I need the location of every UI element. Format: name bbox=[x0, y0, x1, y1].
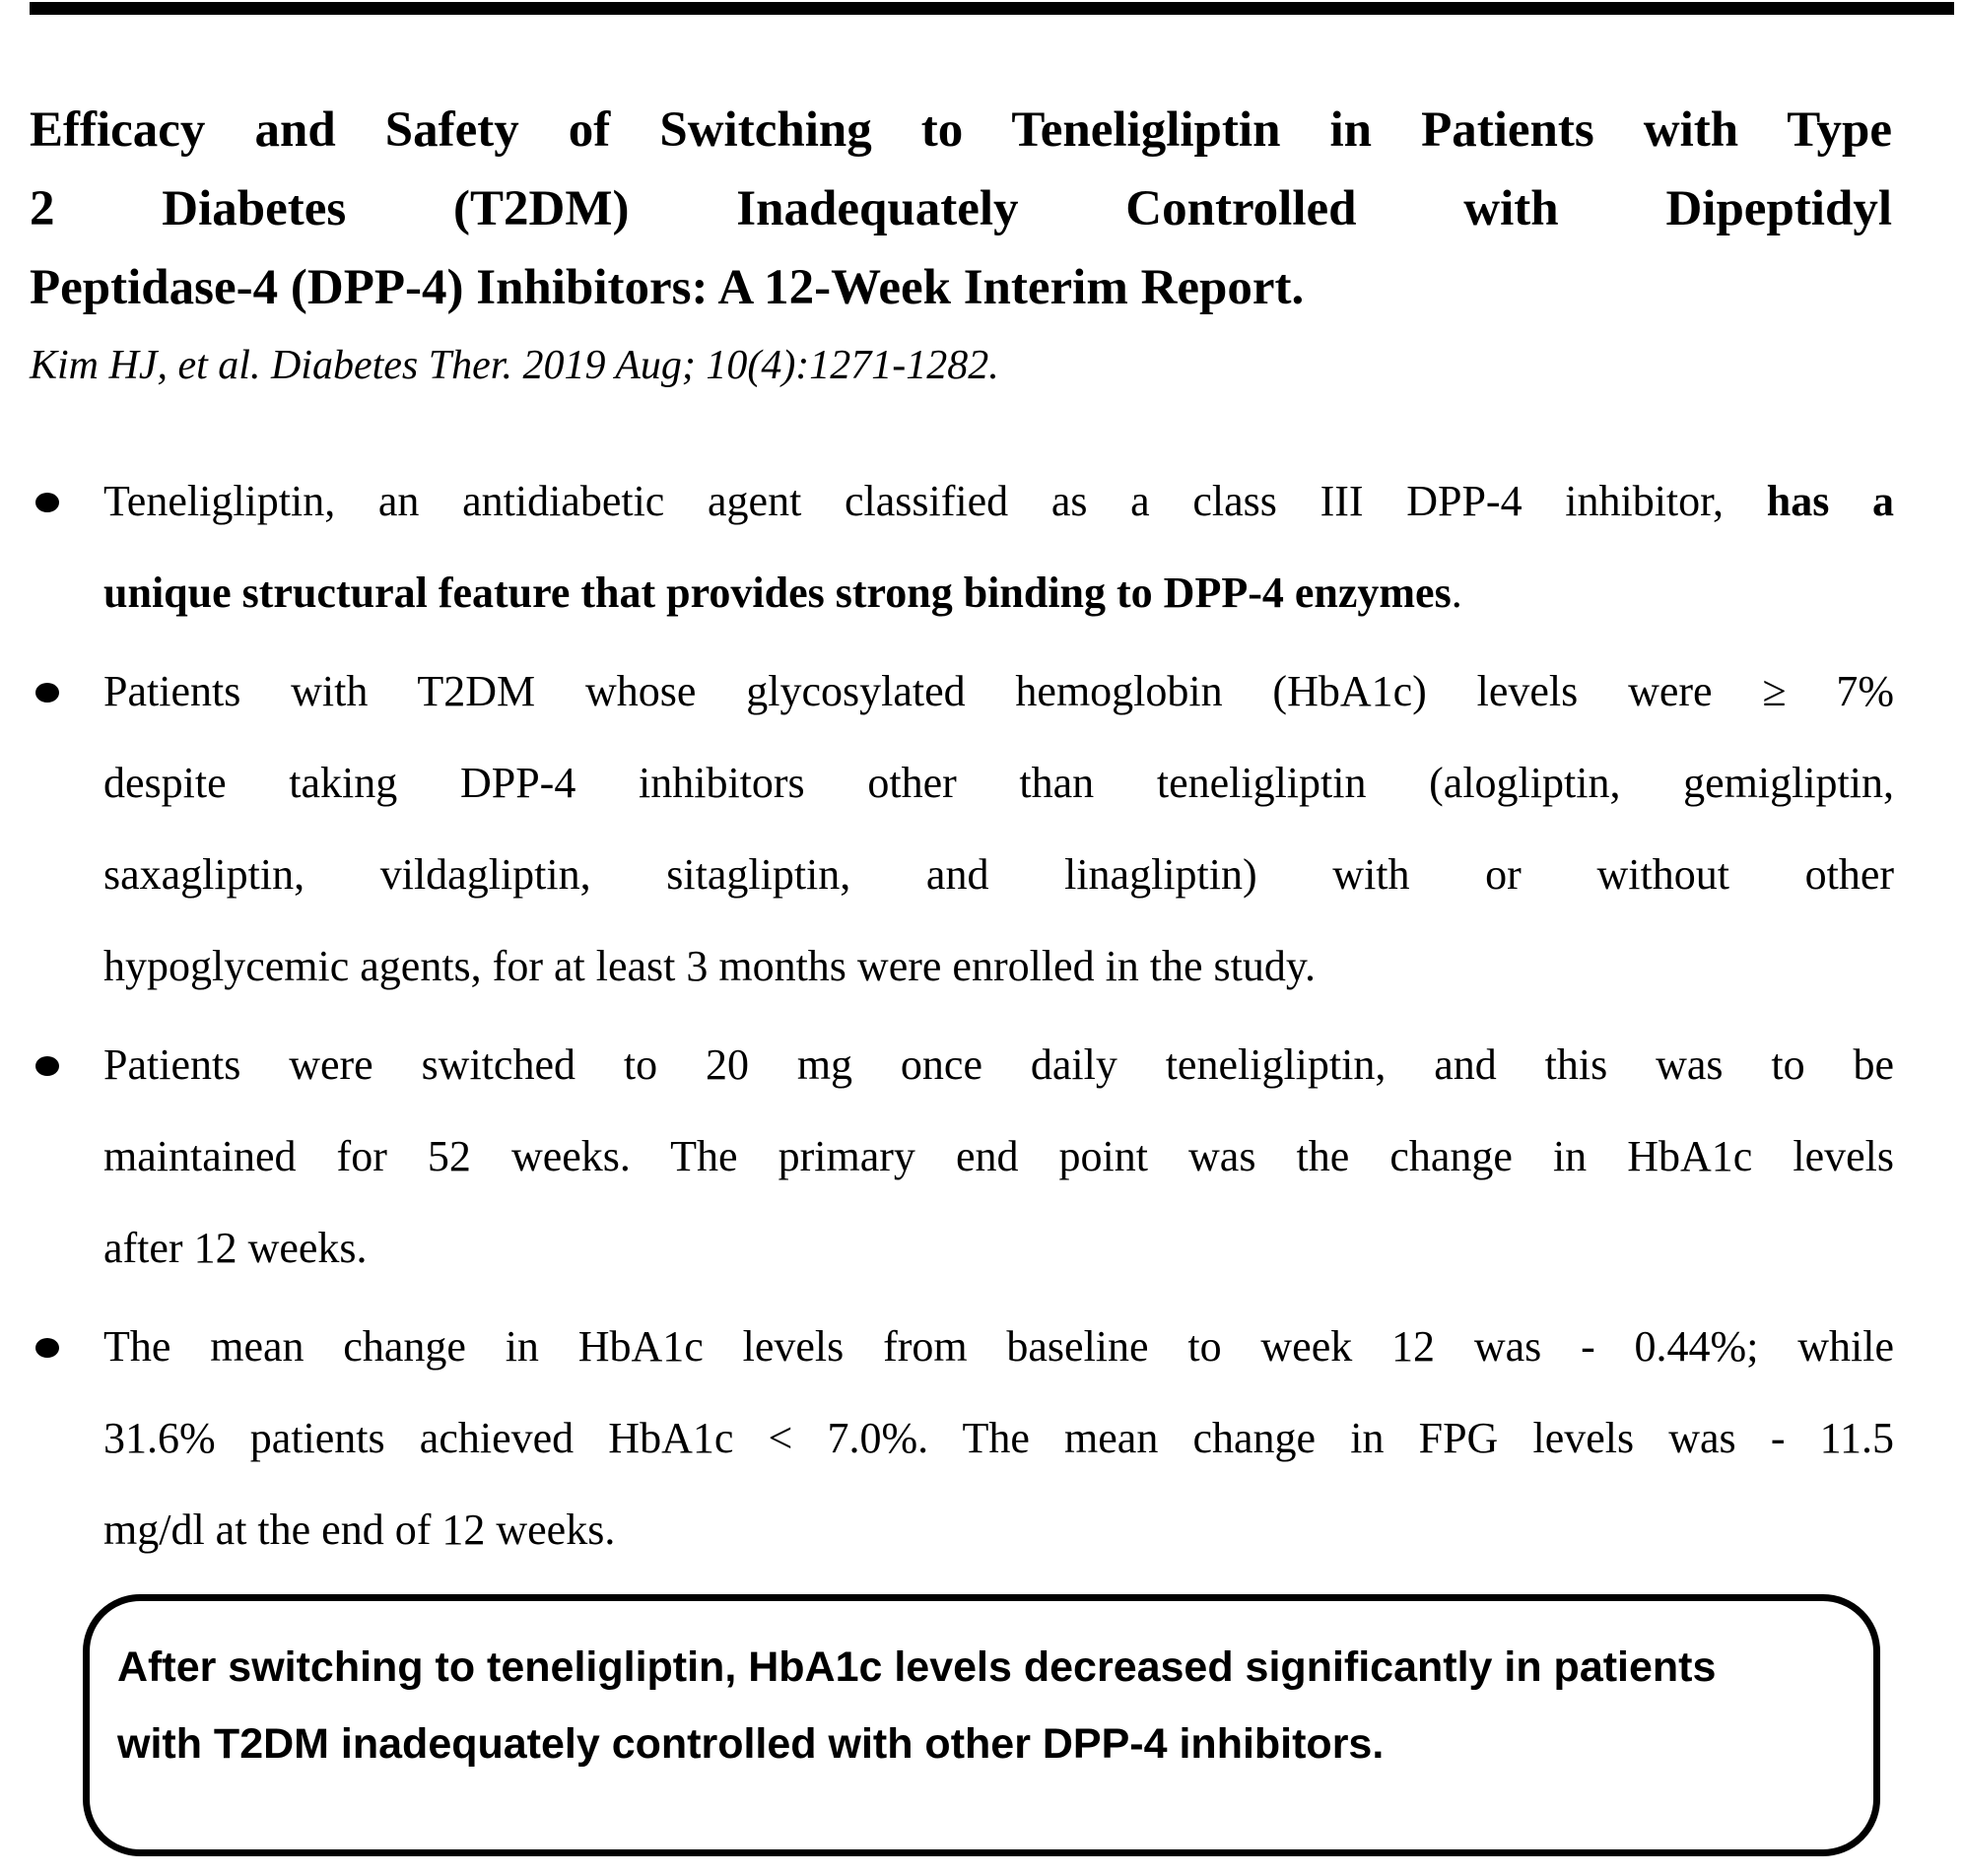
bullet-line bbox=[103, 1019, 1894, 1110]
bullet-list bbox=[30, 455, 1894, 1582]
bullet-line bbox=[103, 1301, 1894, 1392]
bullet-line bbox=[103, 547, 1894, 638]
bullet-text: Teneligliptin, an antidiabetic agent classified as a class III DPP-4 inhibitor, bbox=[103, 477, 1767, 525]
bullet-marker bbox=[35, 1338, 59, 1358]
bullet-marker bbox=[35, 683, 59, 703]
conclusion-box bbox=[83, 1594, 1880, 1856]
bullet-line bbox=[103, 1202, 1894, 1294]
bullet-text: Patients with T2DM whose glycosylated hemoglobin (HbA1c) levels were ≥ 7% bbox=[103, 667, 1894, 715]
bullet-line bbox=[103, 455, 1894, 547]
bullet-item bbox=[30, 455, 1894, 638]
title-line: 2 Diabetes (T2DM) Inadequately Controlled with Dipeptidyl bbox=[30, 181, 1892, 236]
conclusion-line: After switching to teneligliptin, HbA1c levels decreased significantly in patients bbox=[117, 1643, 1717, 1691]
bullet-marker bbox=[35, 1056, 59, 1076]
bullet-text: Patients were switched to 20 mg once daily teneligliptin, and this was to be bbox=[103, 1040, 1894, 1089]
bullet-item bbox=[30, 1301, 1894, 1575]
bullet-text: 31.6% patients achieved HbA1c < 7.0%. The mean change in FPG levels was - 11.5 bbox=[103, 1414, 1894, 1462]
bullet-line bbox=[103, 1392, 1894, 1484]
bullet-line bbox=[103, 1110, 1894, 1202]
bullet-text: mg/dl at the end of 12 weeks. bbox=[103, 1506, 616, 1554]
bullet-text: saxagliptin, vildagliptin, sitagliptin, and linagliptin) with or without other bbox=[103, 850, 1894, 899]
bullet-text: The mean change in HbA1c levels from baseline to week 12 was - 0.44%; while bbox=[103, 1322, 1894, 1371]
bullet-text: hypoglycemic agents, for at least 3 months were enrolled in the study. bbox=[103, 942, 1317, 990]
bullet-text: . bbox=[1451, 569, 1462, 617]
bullet-item bbox=[30, 645, 1894, 1012]
bullet-item bbox=[30, 1019, 1894, 1294]
bullet-text: maintained for 52 weeks. The primary end point was the change in HbA1c levels bbox=[103, 1132, 1894, 1180]
bullet-line bbox=[103, 920, 1894, 1012]
bullet-line bbox=[103, 737, 1894, 829]
title-line: Peptidase-4 (DPP-4) Inhibitors: A 12-Week Interim Report. bbox=[30, 260, 1305, 315]
bullet-text-bold: unique structural feature that provides strong binding to DPP-4 enzymes bbox=[103, 569, 1452, 617]
bullet-marker bbox=[35, 493, 59, 512]
bullet-line bbox=[103, 1484, 1894, 1575]
title-line: Efficacy and Safety of Switching to Teneligliptin in Patients with Type bbox=[30, 102, 1892, 158]
bullet-text: despite taking DPP-4 inhibitors other than teneligliptin (alogliptin, gemigliptin, bbox=[103, 759, 1894, 807]
bullet-text: after 12 weeks. bbox=[103, 1224, 368, 1272]
conclusion-line: with T2DM inadequately controlled with other DPP-4 inhibitors. bbox=[117, 1720, 1385, 1768]
top-accent-bar bbox=[30, 2, 1954, 15]
paper-citation: Kim HJ, et al. Diabetes Ther. 2019 Aug; 10(4):1271-1282. bbox=[30, 343, 999, 388]
paper-title bbox=[30, 91, 1892, 327]
bullet-text-bold: has a bbox=[1766, 477, 1895, 525]
bullet-line bbox=[103, 645, 1894, 737]
bullet-line bbox=[103, 829, 1894, 920]
